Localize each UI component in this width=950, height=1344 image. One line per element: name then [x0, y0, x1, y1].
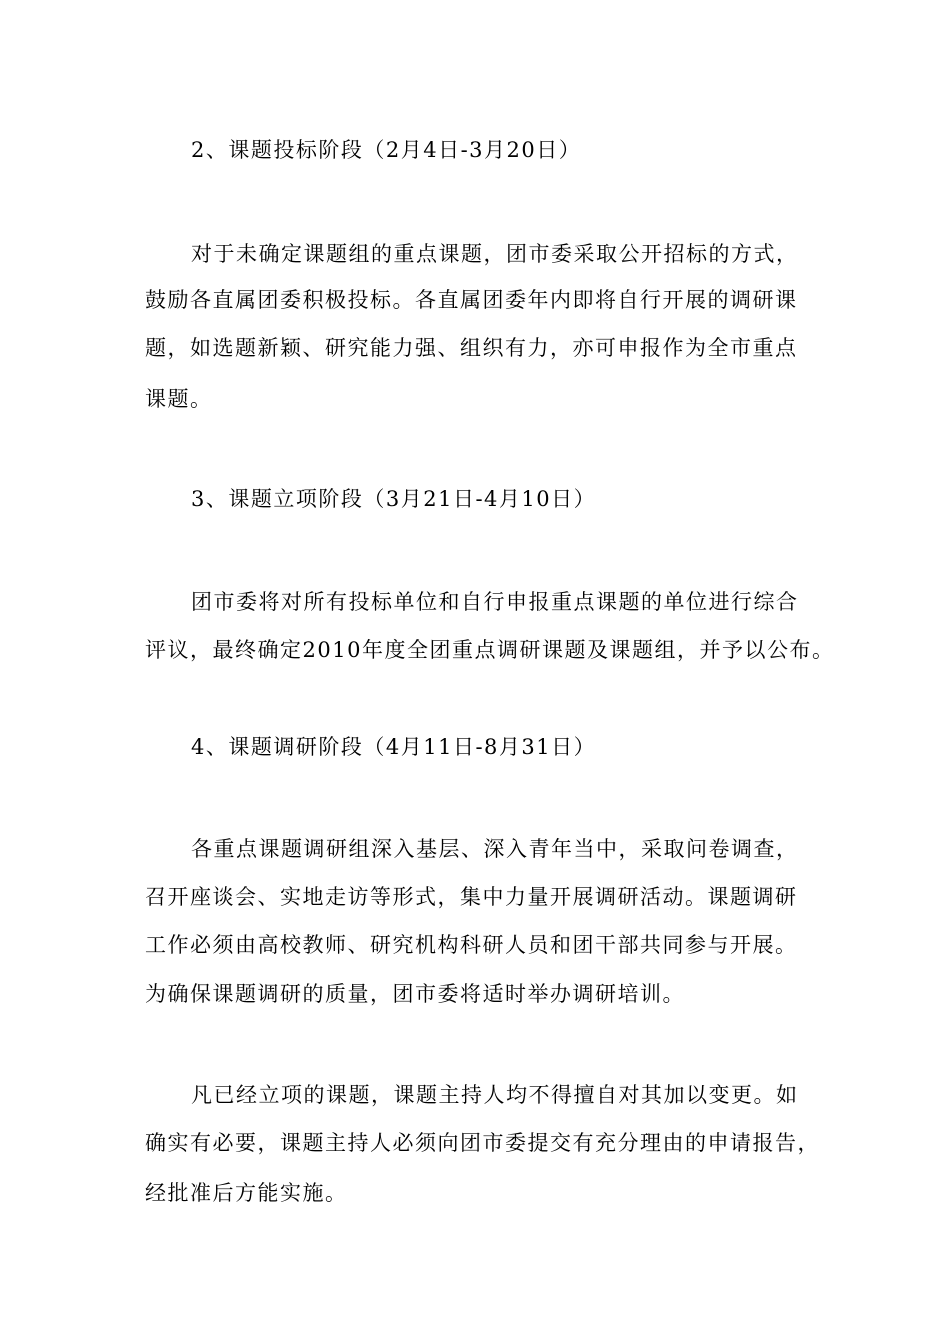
paragraph-line: 题，如选题新颖、研究能力强、组织有力，亦可申报作为全市重点: [145, 336, 798, 360]
paragraph-line: 工作必须由高校教师、研究机构科研人员和团干部共同参与开展。: [145, 933, 798, 957]
paragraph-line: 凡已经立项的课题，课题主持人均不得擅自对其加以变更。如: [191, 1083, 799, 1107]
paragraph-line: 确实有必要，课题主持人必须向团市委提交有充分理由的申请报告，: [145, 1131, 820, 1155]
paragraph-line: 经批准后方能实施。: [145, 1181, 348, 1205]
paragraph-line: 为确保课题调研的质量，团市委将适时举办调研培训。: [145, 982, 685, 1006]
paragraph-line: 各重点课题调研组深入基层、深入青年当中，采取问卷调查，: [191, 837, 799, 861]
paragraph-line: 召开座谈会、实地走访等形式，集中力量开展调研活动。课题调研: [145, 885, 798, 909]
section-3-heading: 3、课题立项阶段（3月21日-4月10日）: [191, 487, 597, 511]
paragraph-line: 团市委将对所有投标单位和自行申报重点课题的单位进行综合: [191, 590, 799, 614]
section-4-heading: 4、课题调研阶段（4月11日-8月31日）: [191, 735, 597, 759]
paragraph-line: 课题。: [145, 387, 213, 411]
section-2-heading: 2、课题投标阶段（2月4日-3月20日）: [191, 138, 582, 162]
paragraph-line: 对于未确定课题组的重点课题，团市委采取公开招标的方式，: [191, 242, 799, 266]
paragraph-line: 鼓励各直属团委积极投标。各直属团委年内即将自行开展的调研课: [145, 288, 798, 312]
paragraph-line: 评议，最终确定2010年度全团重点调研课题及课题组，并予以公布。: [145, 638, 835, 662]
